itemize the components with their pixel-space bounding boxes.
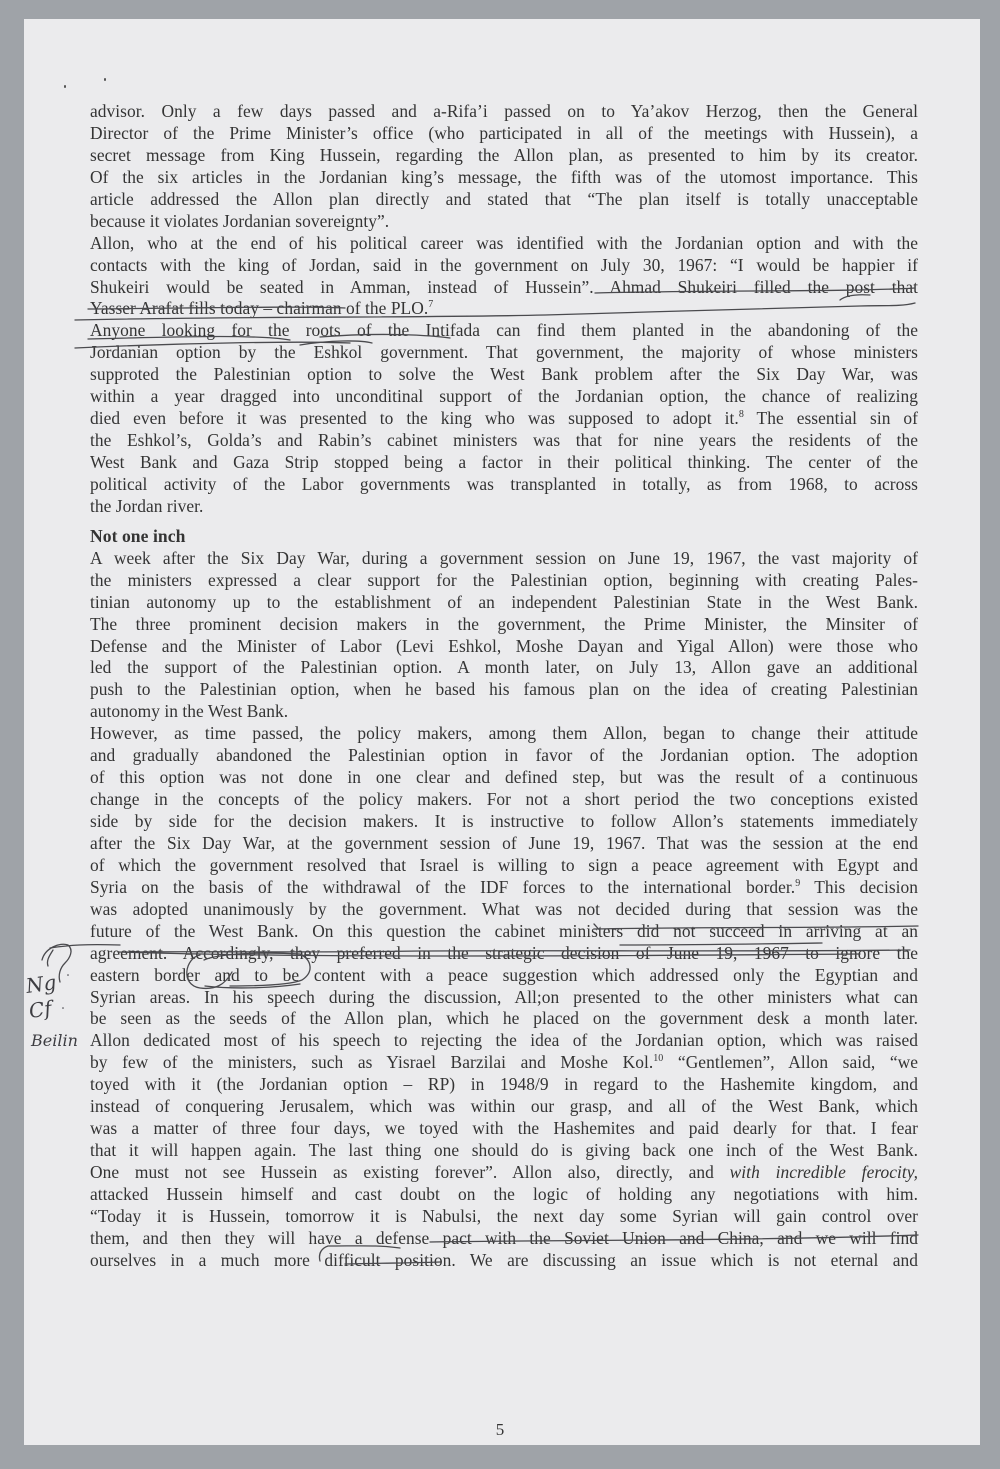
paragraph — [90, 548, 918, 724]
text-line: supproted the Palestinian option to solve the West Bank problem after the Six Day War, was — [90, 364, 918, 385]
text-line: attacked Hussein himself and cast doubt on the logic of holding any negotiations with him. — [90, 1183, 918, 1204]
text-line: of this option was not done in one clear and defined step, but was the result of a continuous — [90, 767, 918, 788]
text-line: “Today it is Hussein, tomorrow it is Nabulsi, the next day some Syrian will gain control over — [90, 1205, 918, 1226]
text-line: However, as time passed, the policy makers, among them Allon, began to change their attitude — [90, 723, 918, 744]
text-line: instead of conquering Jerusalem, which was within our grasp, and all of the West Bank, which — [90, 1096, 918, 1117]
text-line: Allon dedicated most of his speech to rejecting the idea of the Jordanian option, which was raised — [90, 1030, 918, 1051]
footnote-ref: 9 — [795, 877, 801, 889]
text-line: after the Six Day War, at the government session of June 19, 1967. That was the session at the end — [90, 832, 918, 853]
footnote-ref: 7 — [428, 299, 434, 311]
paragraph — [90, 723, 918, 1271]
text-line: Director of the Prime Minister’s office (who participated in all of the meetings with Hussein), a — [90, 122, 918, 143]
text-line: tinian autonomy up to the establishment of an independent Palestinian State in the West Bank. — [90, 591, 918, 612]
paragraph — [90, 233, 918, 321]
text-line: Of the six articles in the Jordanian king’s message, the fifth was of the utomost importance. This — [90, 166, 918, 187]
text-segment: Yasser Arafat fills today – chairman of the PLO. — [90, 298, 429, 319]
margin-note-cf: Cf — [27, 996, 54, 1023]
text-line: Allon, who at the end of his political career was identified with the Jordanian option and with the — [90, 232, 918, 253]
text-line: was a matter of three four days, we toyed with the Hashemites and paid dearly for that. I fear — [90, 1118, 918, 1139]
text-line: Jordanian option by the Eshkol government. That government, the majority of whose ministers — [90, 342, 918, 363]
section-heading: Not one inch — [90, 525, 186, 546]
margin-note-ng: Ng — [24, 969, 58, 998]
text-line: secret message from King Hussein, regarding the Allon plan, as presented to him by its creator. — [90, 144, 918, 165]
text-line: led the support of the Palestinian option. A month later, on July 13, Allon gave an additional — [90, 657, 918, 678]
text-segment: One must not see Hussein as existing forever”. Allon also, directly, and — [90, 1162, 730, 1182]
text-segment: This decision — [800, 876, 919, 897]
text-line — [90, 877, 918, 899]
text-line: eastern border and to be content with a peace suggestion which addressed only the Egyptian and — [90, 964, 918, 985]
paper-speck — [64, 85, 66, 88]
text-line: the ministers expressed a clear support for the Palestinian option, beginning with creating Pales- — [90, 569, 918, 590]
text-line — [90, 1052, 918, 1074]
text-line: Defense and the Minister of Labor (Levi Eshkol, Moshe Dayan and Yigal Allon) were those who — [90, 635, 918, 656]
paragraph — [90, 101, 918, 233]
text-line: West Bank and Gaza Strip stopped being a factor in their political thinking. The center of the — [90, 452, 918, 472]
text-line — [90, 1162, 918, 1184]
text-line: toyed with it (the Jordanian option – RP) in 1948/9 in regard to the Hashemite kingdom, and — [90, 1074, 918, 1095]
text-line: agreement. Accordingly, they preferred in the strategic decision of June 19, 1967 to ignore the — [90, 942, 918, 963]
text-segment: “Gentlemen”, Allon said, “we — [663, 1052, 919, 1073]
italic-text: with incredible ferocity, — [729, 1162, 918, 1182]
text-line: Syrian areas. In his speech during the discussion, All;on presented to the other ministers what can — [90, 986, 918, 1007]
text-line: of which the government resolved that Israel is willing to sign a peace agreement with Egypt and — [90, 854, 918, 875]
text-line: Shukeiri would be seated in Amman, instead of Hussein”. Ahmad Shukeiri filled the post that — [90, 276, 918, 297]
footnote-ref: 8 — [738, 409, 744, 421]
paragraph — [90, 320, 918, 517]
margin-note-beilin: Beilin — [31, 1031, 78, 1050]
text-line: be seen as the seeds of the Allon plan, which he placed on the government desk a month later. — [90, 1008, 918, 1029]
text-line: The three prominent decision makers in the government, the Prime Minister, the Minsiter of — [90, 613, 918, 634]
text-line — [90, 298, 918, 320]
text-line: advisor. Only a few days passed and a-Rifa’i passed on to Ya’akov Herzog, then the General — [90, 101, 918, 121]
text-line: push to the Palestinian option, when he based his famous plan on the idea of creating Palestinian — [90, 679, 918, 700]
text-line: change in the concepts of the policy makers. For not a short period the two conceptions existed — [90, 789, 918, 810]
page-number: 5 — [495, 1420, 505, 1439]
text-line: within a year dragged into unconditinal support of the Jordanian option, the chance of realizing — [90, 386, 918, 407]
text-line: contacts with the king of Jordan, said in the government on July 30, 1967: “I would be happier if — [90, 254, 918, 275]
text-line: A week after the Six Day War, during a government session on June 19, 1967, the vast majority of — [90, 547, 918, 568]
paper-speck — [104, 78, 106, 81]
text-line: Anyone looking for the roots of the Intifada can find them planted in the abandoning of the — [90, 320, 918, 341]
text-line: side by side for the decision makers. It is instructive to follow Allon’s statements immediately — [90, 811, 918, 831]
text-line: political activity of the Labor governments was transplanted in totally, as from 1968, to across — [90, 473, 918, 494]
text-segment: The essential sin of — [743, 408, 919, 429]
text-line — [90, 408, 918, 430]
text-line: because it violates Jordanian sovereignty”. — [90, 210, 390, 231]
text-segment: by few of the ministers, such as Yisrael Barzilai and Moshe Kol. — [90, 1052, 654, 1073]
text-line: and gradually abandoned the Palestinian option in favor of the Jordanian option. The adoption — [90, 745, 918, 766]
text-line: them, and then they will have a defense pact with the Soviet Union and China, and we will find — [90, 1227, 918, 1248]
text-line: the Eshkol’s, Golda’s and Rabin’s cabinet ministers was that for nine years the residents of the — [90, 430, 918, 451]
document-body — [90, 101, 918, 1272]
text-segment: Syria on the basis of the withdrawal of the IDF forces to the international border. — [90, 876, 796, 897]
text-line: the Jordan river. — [90, 495, 204, 516]
text-line: ourselves in a much more difficult position. We are discussing an issue which is not eternal and — [90, 1249, 918, 1270]
text-line: autonomy in the West Bank. — [90, 701, 289, 722]
text-line: article addressed the Allon plan directly and stated that “The plan itself is totally unacceptable — [90, 188, 918, 209]
footnote-ref: 10 — [653, 1053, 664, 1065]
text-line: that it will happen again. The last thing one should do is giving back one inch of the West Bank. — [90, 1140, 918, 1161]
text-line: was adopted unanimously by the government. What was not decided during that session was the — [90, 898, 918, 919]
text-line: future of the West Bank. On this question the cabinet ministers did not succeed in arriving at an — [90, 920, 918, 941]
text-segment: died even before it was presented to the king who was supposed to adopt it. — [90, 408, 739, 429]
